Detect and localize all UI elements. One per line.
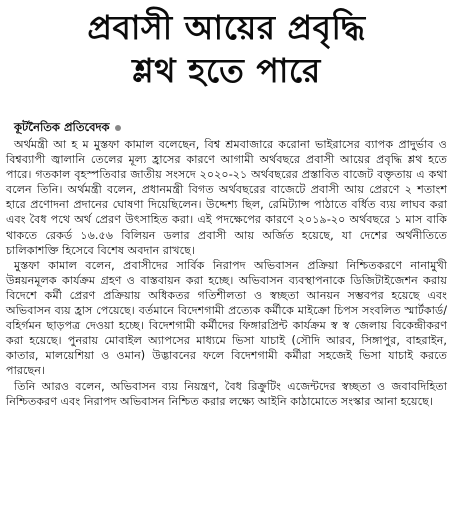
headline-line-1: প্রবাসী আয়ের প্রবৃদ্ধি (87, 8, 366, 47)
paragraph-3: তিনি আরও বলেন, অভিবাসন ব্যয় নিয়ন্ত্রণ, বৈধ রিক্রুটিং এজেন্টদের স্বচ্ছতা ও জবাবদিহিতা নিশ্চিতকরণ এবং নিরাপদ অভিবাসন নিশ্চিত করার লক্ষ্যে আইনি কাঠামোতে সংস্কার আনা হয়েছে। (6, 379, 447, 408)
paragraph-2: মুস্তফা কামাল বলেন, প্রবাসীদের সার্বিক নিরাপদ অভিবাসন প্রক্রিয়া নিশ্চিতকরণে নানামুখী উন্নয়নমূলক কার্যক্রম গ্রহণ ও বাস্তবায়ন করা হচ্ছে। অভিবাসন ব্যবস্থাপনাকে ডিজিটাইজেশন করায় বিদেশে কর্মী প্রেরণ প্রক্রিয়ায় অধিকতর গতিশীলতা ও স্বচ্ছতা আনয়ন সম্ভবপর হয়েছে এবং অভিবাসন ব্যয় হ্রাস পেয়েছে। বর্তমানে বিদেশগামী প্রত্যেক কর্মীকে মাইক্রো চিপস সংবলিত স্মার্টকার্ড/বহির্গমন ছাড়পত্র দেওয়া হচ্ছে। বিদেশগামী কর্মীদের ফিঙ্গারপ্রিন্ট কার্যক্রম স্ব স্ব জেলায় বিকেন্দ্রীকরণ করা হয়েছে। পুনরায় মোবাইল অ্যাপসের মাধ্যমে ভিসা যাচাই (সৌদি আরব, সিঙ্গাপুর, বাহরাইন, কাতার, মালয়েশিয়া ও ওমান) উদ্ভাবনের ফলে বিদেশগামী কর্মীরা সহজেই ভিসা যাচাই করতে পারছেন। (6, 258, 447, 378)
paragraph-1: অর্থমন্ত্রী আ হ ম মুস্তফা কামাল বলেছেন, বিশ্ব শ্রমবাজারে করোনা ভাইরাসের ব্যাপক প্রাদুর্ভাব ও বিশ্বব্যাপী জ্বালানি তেলের মূল্য হ্রাসের কারণে আগামী অর্থবছরে প্রবাসী আয়ের প্রবৃদ্ধি শ্লথ হতে পারে। গতকাল বৃহস্পতিবার জাতীয় সংসদে ২০২০-২১ অর্থবছরের প্রস্তাবিত বাজেট বক্তৃতায় এ কথা বলেন তিনি। অর্থমন্ত্রী বলেন, প্রধানমন্ত্রী বিগত অর্থবছরের বাজেটে প্রবাসী আয় প্রেরণে ২ শতাংশ হারে প্রণোদনা প্রদানের ঘোষণা দিয়েছিলেন। উদ্দেশ্য ছিল, রেমিট্যান্স পাঠাতে বর্ধিত ব্যয় লাঘব করা এবং বৈধ পথে অর্থ প্রেরণ উৎসাহিত করা। এই পদক্ষেপের কারণে ২০১৯-২০ অর্থবছরে ১ মাস বাকি থাকতে রেকর্ড ১৬.৫৬ বিলিয়ন ডলার প্রবাসী আয় অর্জিত হয়েছে, যা দেশের অর্থনীতিতে চালিকাশক্তি হিসেবে বিশেষ অবদান রাখছে। (6, 138, 447, 257)
headline-line-2: শ্লথ হতে পারে (132, 51, 321, 90)
bullet-icon (115, 125, 121, 131)
byline-row (14, 120, 121, 136)
byline: কূটনৈতিক প্রতিবেদক (14, 119, 110, 134)
headline (8, 6, 445, 92)
article-body (6, 137, 447, 409)
